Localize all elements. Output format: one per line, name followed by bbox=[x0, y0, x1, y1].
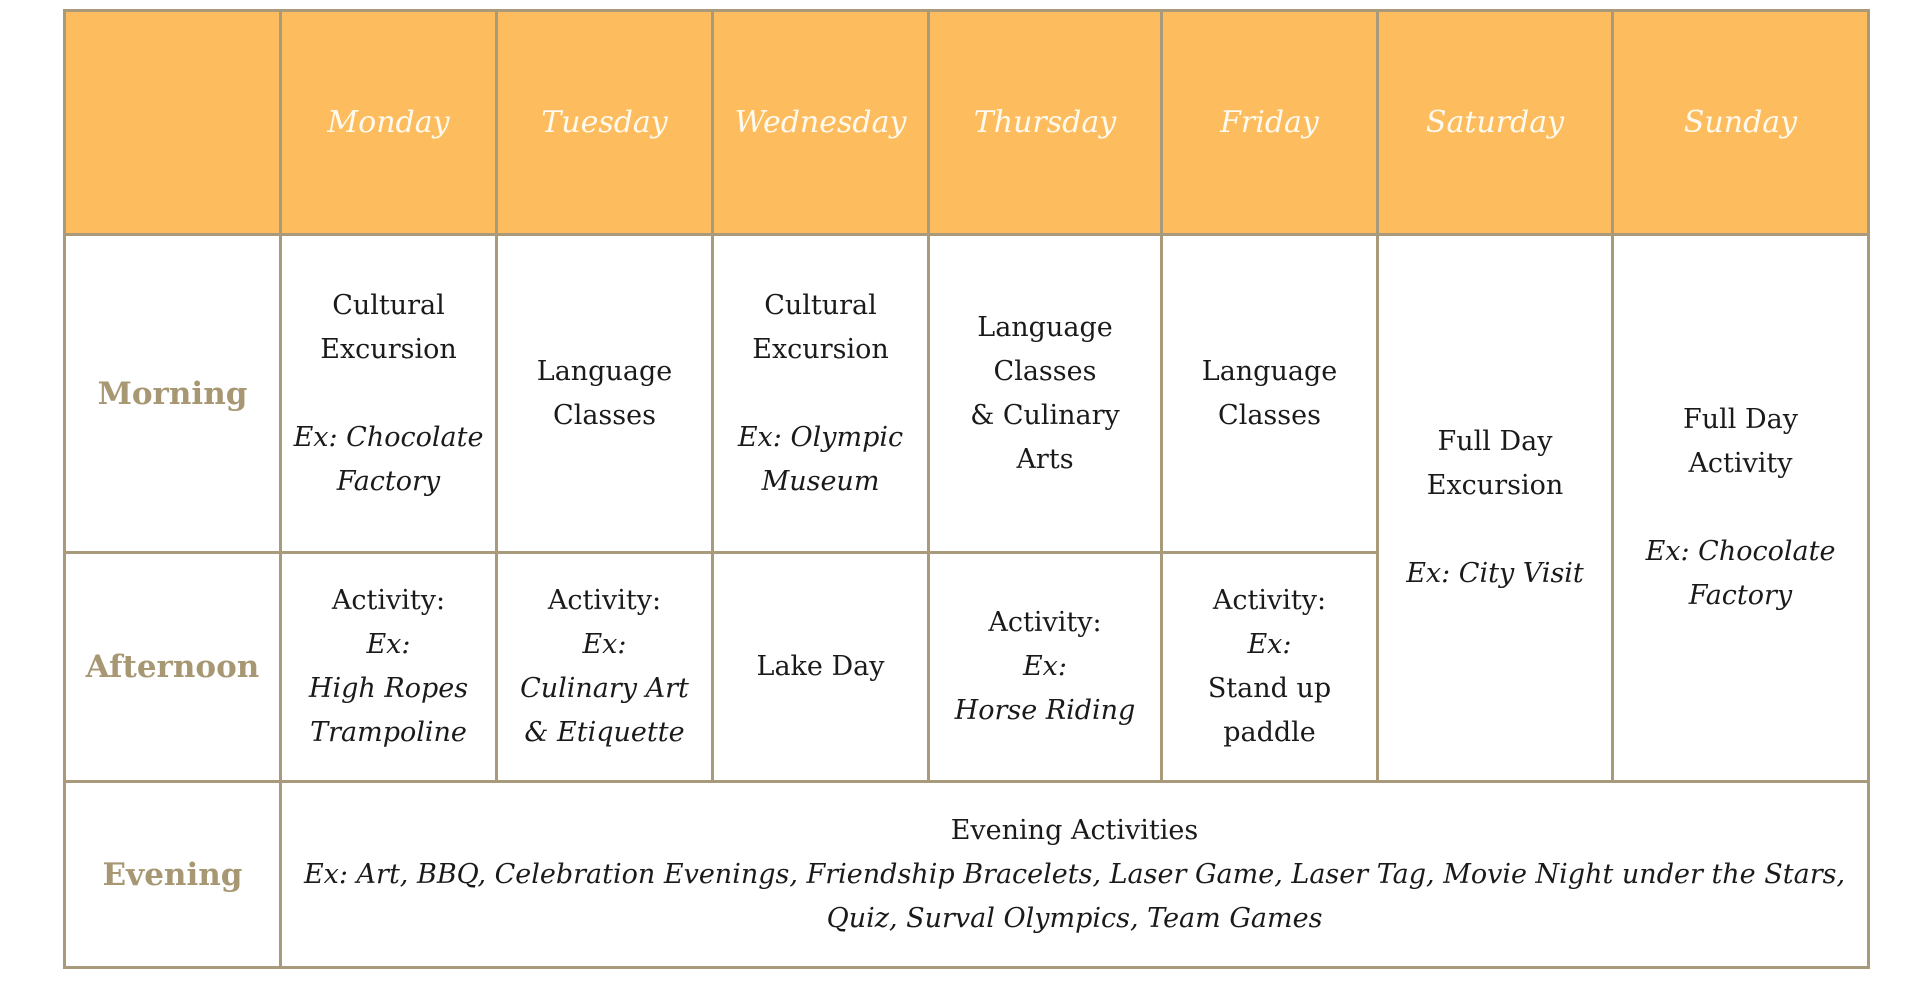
cell-text: Lake Day bbox=[756, 651, 885, 682]
cell-example: Ex: bbox=[582, 629, 627, 660]
row-label-morning: Morning bbox=[65, 235, 281, 553]
cell-text: Activity: bbox=[988, 607, 1102, 638]
row-label-evening: Evening bbox=[65, 782, 281, 968]
day-label: Sunday bbox=[1683, 105, 1798, 140]
cell-thursday-afternoon bbox=[929, 553, 1162, 782]
cell-example: Trampoline bbox=[310, 717, 467, 748]
weekly-schedule-table bbox=[63, 9, 1870, 969]
day-header-thursday bbox=[929, 11, 1162, 235]
cell-text: Excursion bbox=[320, 333, 457, 365]
evening-row bbox=[65, 782, 1869, 968]
day-header-friday bbox=[1162, 11, 1378, 235]
cell-text: Classes bbox=[553, 399, 656, 431]
cell-example: High Ropes bbox=[308, 673, 469, 704]
cell-example: Ex: City Visit bbox=[1406, 558, 1584, 589]
cell-text: & Culinary bbox=[970, 399, 1120, 431]
cell-text: Language bbox=[977, 311, 1113, 343]
cell-text: Cultural bbox=[332, 289, 445, 321]
cell-text: Activity: bbox=[547, 585, 662, 616]
cell-monday-afternoon bbox=[281, 553, 497, 782]
cell-text: Activity: bbox=[331, 585, 446, 616]
cell-text: Arts bbox=[1016, 443, 1074, 475]
cell-evening-activities bbox=[281, 782, 1869, 968]
cell-text: Classes bbox=[993, 355, 1097, 387]
cell-example: & Etiquette bbox=[524, 717, 685, 748]
cell-example: Ex: Chocolate bbox=[1645, 536, 1836, 567]
day-label: Tuesday bbox=[541, 105, 668, 140]
cell-example: Ex: bbox=[366, 629, 411, 660]
cell-example: Factory bbox=[1688, 580, 1793, 611]
cell-text: Language bbox=[536, 355, 673, 387]
cell-example: Culinary Art bbox=[520, 673, 689, 704]
cell-thursday-morning bbox=[929, 235, 1162, 553]
cell-friday-afternoon bbox=[1162, 553, 1378, 782]
cell-example: Factory bbox=[336, 465, 441, 497]
day-label: Friday bbox=[1220, 105, 1319, 140]
day-header-tuesday bbox=[497, 11, 713, 235]
evening-examples: Ex: Art, BBQ, Celebration Evenings, Friendship Bracelets, Laser Game, Laser Tag, Movie Night under the Stars, Quiz, Surval Olympics, Team Games bbox=[303, 858, 1846, 934]
header-row bbox=[65, 11, 1869, 235]
cell-tuesday-morning bbox=[497, 235, 713, 553]
corner-cell bbox=[65, 11, 281, 235]
cell-saturday-full-day bbox=[1378, 235, 1613, 782]
day-label: Wednesday bbox=[734, 105, 907, 140]
cell-text: Classes bbox=[1218, 399, 1321, 431]
cell-example: Ex: bbox=[1022, 651, 1068, 682]
day-label: Saturday bbox=[1425, 105, 1565, 140]
cell-text: Excursion bbox=[1426, 470, 1564, 501]
cell-text: Activity bbox=[1688, 448, 1793, 479]
cell-text: Full Day bbox=[1437, 426, 1553, 457]
morning-row bbox=[65, 235, 1869, 553]
cell-monday-morning bbox=[281, 235, 497, 553]
cell-text: Stand up bbox=[1207, 673, 1332, 704]
day-header-monday bbox=[281, 11, 497, 235]
cell-text: Language bbox=[1201, 355, 1338, 387]
cell-friday-morning bbox=[1162, 235, 1378, 553]
cell-example: Ex: bbox=[1247, 629, 1292, 660]
row-label-afternoon: Afternoon bbox=[65, 553, 281, 782]
cell-sunday-full-day bbox=[1613, 235, 1869, 782]
day-label: Monday bbox=[327, 105, 450, 140]
cell-example: Horse Riding bbox=[954, 695, 1136, 726]
cell-example: Ex: Chocolate bbox=[293, 421, 484, 453]
day-header-saturday bbox=[1378, 11, 1613, 235]
cell-text: Activity: bbox=[1212, 585, 1327, 616]
cell-text: Excursion bbox=[752, 333, 889, 365]
day-header-sunday bbox=[1613, 11, 1869, 235]
day-header-wednesday bbox=[713, 11, 929, 235]
cell-text: paddle bbox=[1223, 717, 1316, 748]
evening-title: Evening Activities bbox=[950, 814, 1199, 846]
cell-wednesday-afternoon bbox=[713, 553, 929, 782]
cell-text: Cultural bbox=[764, 289, 877, 321]
day-label: Thursday bbox=[973, 105, 1117, 140]
cell-tuesday-afternoon bbox=[497, 553, 713, 782]
cell-example: Museum bbox=[761, 465, 880, 497]
cell-text: Full Day bbox=[1683, 404, 1798, 435]
cell-example: Ex: Olympic bbox=[737, 421, 904, 453]
cell-wednesday-morning bbox=[713, 235, 929, 553]
